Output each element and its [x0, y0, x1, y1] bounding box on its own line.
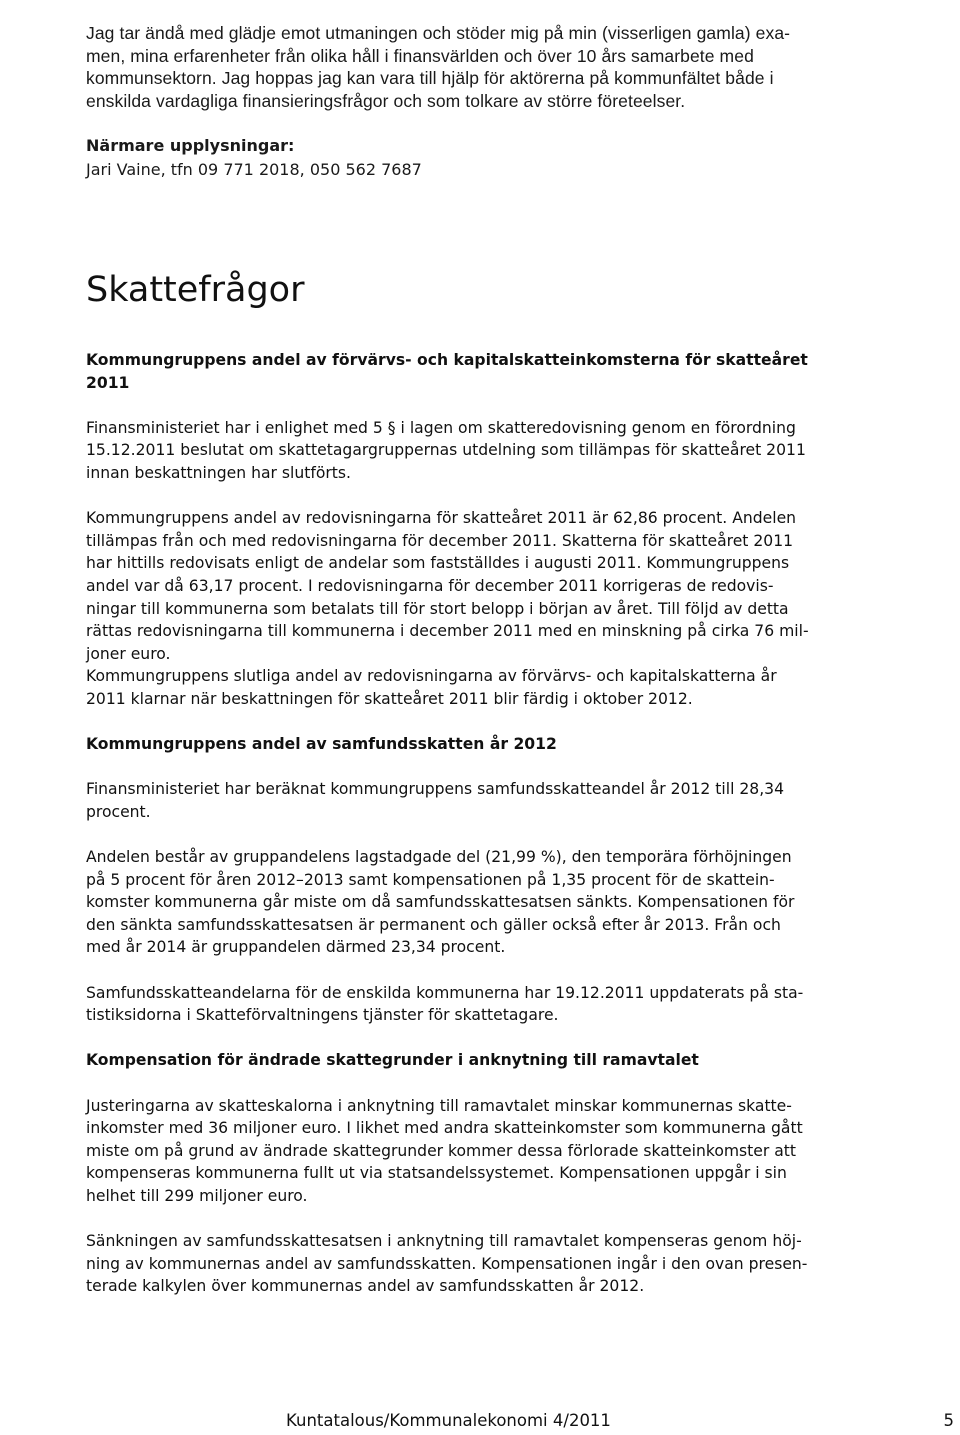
subsection-corporate-tax: [86, 733, 946, 1027]
contact-details: Jari Vaine, tfn 09 771 2018, 050 562 7687: [86, 159, 422, 179]
intro-line: kommunsektorn. Jag hoppas jag kan vara till hjälp för aktörerna på kommunfältet både i: [86, 68, 774, 89]
page-footer: [286, 1411, 954, 1431]
text-line: tistiksidorna i Skatteförvaltningens tjänster för skattetagare.: [86, 1006, 559, 1025]
text-line: ning av kommunernas andel av samfundsskatten. Kompensationen ingår i den ovan presen-: [86, 1254, 808, 1273]
heading-line: Kommungruppens andel av samfundsskatten år 2012: [86, 735, 557, 754]
paragraph: [86, 1230, 946, 1298]
text-line: ningar till kommunerna som betalats till för stort belopp i början av året. Till följd av detta: [86, 599, 789, 618]
subsection-heading: [86, 349, 946, 394]
contact-info: [86, 135, 946, 181]
subsection-heading: [86, 1049, 946, 1072]
intro-paragraph: [86, 22, 946, 112]
subsection-heading: [86, 733, 946, 756]
text-line: med år 2014 är gruppandelen därmed 23,34 procent.: [86, 938, 506, 957]
text-line: Andelen består av gruppandelens lagstadgade del (21,99 %), den temporära förhöjningen: [86, 848, 792, 867]
publication-name: Kuntatalous/Kommunalekonomi 4/2011: [286, 1411, 611, 1430]
page: [86, 22, 946, 1296]
text-line: inkomster med 36 miljoner euro. I likhet med andra skatteinkomster som kommunerna gått: [86, 1119, 803, 1138]
contact-heading: Närmare upplysningar:: [86, 136, 295, 156]
text-line: Kommungruppens slutliga andel av redovisningarna av förvärvs- och kapitalskatterna år: [86, 667, 777, 686]
paragraph: [86, 982, 946, 1027]
paragraph: [86, 1095, 946, 1208]
text-line: Finansministeriet har beräknat kommungruppens samfundsskatteandel år 2012 till 28,34: [86, 780, 785, 799]
text-line: tillämpas från och med redovisningarna för december 2011. Skatterna för skatteåret 2011: [86, 531, 794, 550]
text-line: 15.12.2011 beslutat om skattetagargruppernas utdelning som tillämpas för skatteåret 2011: [86, 441, 806, 460]
subsection-income-tax: [86, 349, 946, 711]
paragraph: [86, 507, 946, 710]
text-line: joner euro.: [86, 644, 171, 663]
text-line: den sänkta samfundsskattesatsen är permanent och gäller också efter år 2013. Från och: [86, 915, 781, 934]
text-line: procent.: [86, 802, 151, 821]
heading-line: 2011: [86, 373, 130, 392]
intro-line: men, mina erfarenheter från olika håll i finansvärlden och över 10 års samarbete med: [86, 45, 754, 66]
heading-line: Kommungruppens andel av förvärvs- och kapitalskatteinkomsterna för skatteåret: [86, 351, 808, 369]
text-line: 2011 klarnar när beskattningen för skatteåret 2011 blir färdig i oktober 2012.: [86, 689, 693, 708]
intro-line: enskilda vardagliga finansieringsfrågor och som tolkare av större företeelser.: [86, 90, 686, 111]
paragraph: [86, 417, 946, 485]
heading-line: Kompensation för ändrade skattegrunder i anknytning till ramavtalet: [86, 1051, 699, 1070]
text-line: helhet till 299 miljoner euro.: [86, 1186, 308, 1205]
intro-line: Jag tar ändå med glädje emot utmaningen och stöder mig på min (visserligen gamla) exa-: [86, 23, 791, 43]
text-line: Sänkningen av samfundsskattesatsen i anknytning till ramavtalet kompenseras genom höj-: [86, 1232, 802, 1251]
text-line: Kommungruppens andel av redovisningarna för skatteåret 2011 är 62,86 procent. Andelen: [86, 509, 797, 528]
paragraph: [86, 778, 946, 823]
text-line: andel var då 63,17 procent. I redovisningarna för december 2011 korrigeras de redovis-: [86, 576, 774, 595]
paragraph: [86, 846, 946, 959]
subsection-compensation: [86, 1049, 946, 1298]
section-body: [86, 349, 946, 1298]
text-line: har hittills redovisats enligt de andelar som fastställdes i augusti 2011. Kommungruppens: [86, 554, 790, 573]
text-line: Justeringarna av skatteskalorna i anknytning till ramavtalet minskar kommunernas skatte-: [86, 1096, 792, 1115]
section-title: Skattefrågor: [86, 270, 305, 310]
page-number: 5: [943, 1411, 954, 1430]
text-line: kompenseras kommunerna fullt ut via statsandelssystemet. Kompensationen uppgår i sin: [86, 1164, 787, 1183]
text-line: miste om på grund av ändrade skattegrunder kommer dessa förlorade skatteinkomster att: [86, 1141, 797, 1160]
text-line: på 5 procent för åren 2012–2013 samt kompensationen på 1,35 procent för de skattein-: [86, 870, 775, 889]
text-line: rättas redovisningarna till kommunerna i december 2011 med en minskning på cirka 76 mil-: [86, 622, 809, 641]
text-line: innan beskattningen har slutförts.: [86, 463, 351, 482]
text-line: terade kalkylen över kommunernas andel av samfundsskatten år 2012.: [86, 1277, 645, 1296]
text-line: komster kommunerna går miste om då samfundsskattesatsen sänkts. Kompensationen för: [86, 893, 795, 912]
text-line: Finansministeriet har i enlighet med 5 § i lagen om skatteredovisning genom en förordning: [86, 418, 796, 437]
text-line: Samfundsskatteandelarna för de enskilda kommunerna har 19.12.2011 uppdaterats på sta-: [86, 983, 804, 1002]
